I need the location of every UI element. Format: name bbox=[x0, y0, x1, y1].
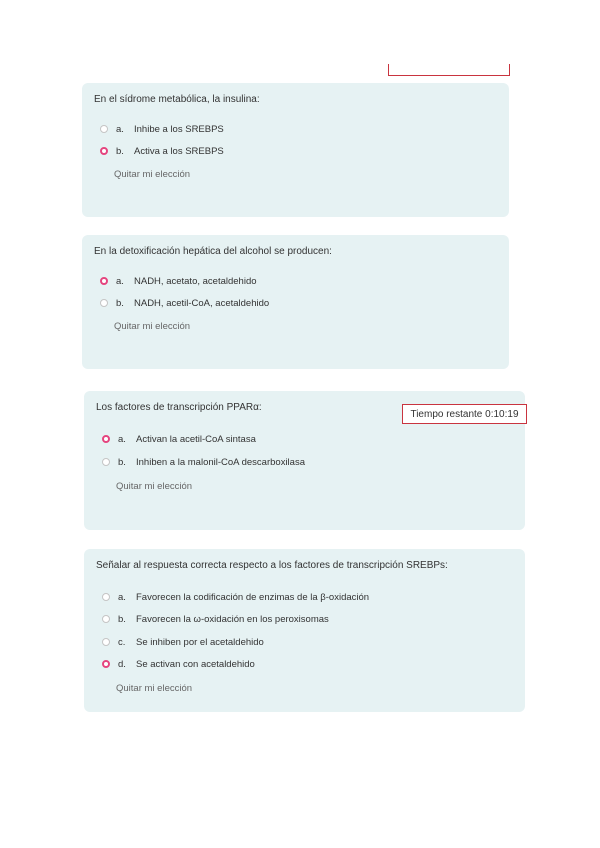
timer-value: 0:10:19 bbox=[485, 408, 519, 420]
timer-label: Tiempo restante bbox=[410, 408, 483, 420]
answer-option-a[interactable] bbox=[100, 274, 257, 288]
answer-label: Activan la acetil-CoA sintasa bbox=[136, 433, 256, 445]
question-text: En el sídrome metabólica, la insulina: bbox=[94, 94, 260, 105]
clear-choice-link[interactable]: Quitar mi elección bbox=[116, 481, 193, 492]
answer-letter: a. bbox=[116, 275, 124, 287]
radio-button[interactable] bbox=[100, 299, 108, 307]
answer-option-b[interactable] bbox=[102, 612, 329, 626]
question-card-2 bbox=[82, 235, 509, 369]
answer-letter: b. bbox=[118, 613, 126, 625]
answer-letter: a. bbox=[118, 433, 126, 445]
radio-button[interactable] bbox=[102, 593, 110, 601]
question-text: En la detoxificación hepática del alcohol se producen: bbox=[94, 246, 332, 257]
answer-label: Inhiben a la malonil-CoA descarboxilasa bbox=[136, 456, 305, 468]
answer-option-d[interactable] bbox=[102, 657, 255, 671]
clear-choice-link[interactable]: Quitar mi elección bbox=[114, 321, 191, 332]
answer-label: NADH, acetato, acetaldehido bbox=[134, 275, 257, 287]
clear-choice-link[interactable]: Quitar mi elección bbox=[116, 683, 193, 694]
radio-button-selected[interactable] bbox=[102, 435, 110, 443]
time-remaining-box bbox=[402, 404, 527, 424]
clear-choice-link[interactable]: Quitar mi elección bbox=[114, 169, 191, 180]
answer-label: Se inhiben por el acetaldehido bbox=[136, 636, 264, 648]
radio-button[interactable] bbox=[102, 615, 110, 623]
answer-label: Inhibe a los SREBPS bbox=[134, 123, 224, 135]
answer-option-b[interactable] bbox=[100, 296, 269, 310]
radio-button[interactable] bbox=[100, 125, 108, 133]
answer-letter: b. bbox=[116, 145, 124, 157]
answer-letter: a. bbox=[118, 591, 126, 603]
answer-label: Favorecen la codificación de enzimas de la β-oxidación bbox=[136, 591, 370, 603]
answer-label: Favorecen la ω-oxidación en los peroxisomas bbox=[136, 613, 329, 625]
answer-option-c[interactable] bbox=[102, 635, 264, 649]
answer-letter: a. bbox=[116, 123, 124, 135]
answer-letter: d. bbox=[118, 658, 126, 670]
answer-letter: b. bbox=[116, 297, 124, 309]
radio-button[interactable] bbox=[102, 458, 110, 466]
answer-letter: b. bbox=[118, 456, 126, 468]
answer-option-b[interactable] bbox=[100, 144, 224, 158]
answer-letter: c. bbox=[118, 636, 126, 648]
radio-button[interactable] bbox=[102, 638, 110, 646]
answer-option-a[interactable] bbox=[102, 432, 256, 446]
answer-option-b[interactable] bbox=[102, 455, 305, 469]
radio-button-selected[interactable] bbox=[102, 660, 110, 668]
radio-button-selected[interactable] bbox=[100, 277, 108, 285]
answer-option-a[interactable] bbox=[102, 590, 369, 604]
radio-button-selected[interactable] bbox=[100, 147, 108, 155]
answer-option-a[interactable] bbox=[100, 122, 224, 136]
question-card-4 bbox=[84, 549, 525, 712]
answer-label: NADH, acetil-CoA, acetaldehido bbox=[134, 297, 270, 309]
question-card-1 bbox=[82, 83, 509, 217]
question-text: Señalar al respuesta correcta respecto a los factores de transcripción SREBPs: bbox=[96, 560, 448, 571]
answer-label: Se activan con acetaldehido bbox=[136, 658, 255, 670]
answer-label: Activa a los SREBPS bbox=[134, 145, 224, 157]
timer-box-fragment bbox=[388, 64, 510, 76]
question-text: Los factores de transcripción PPARα: bbox=[96, 402, 262, 413]
